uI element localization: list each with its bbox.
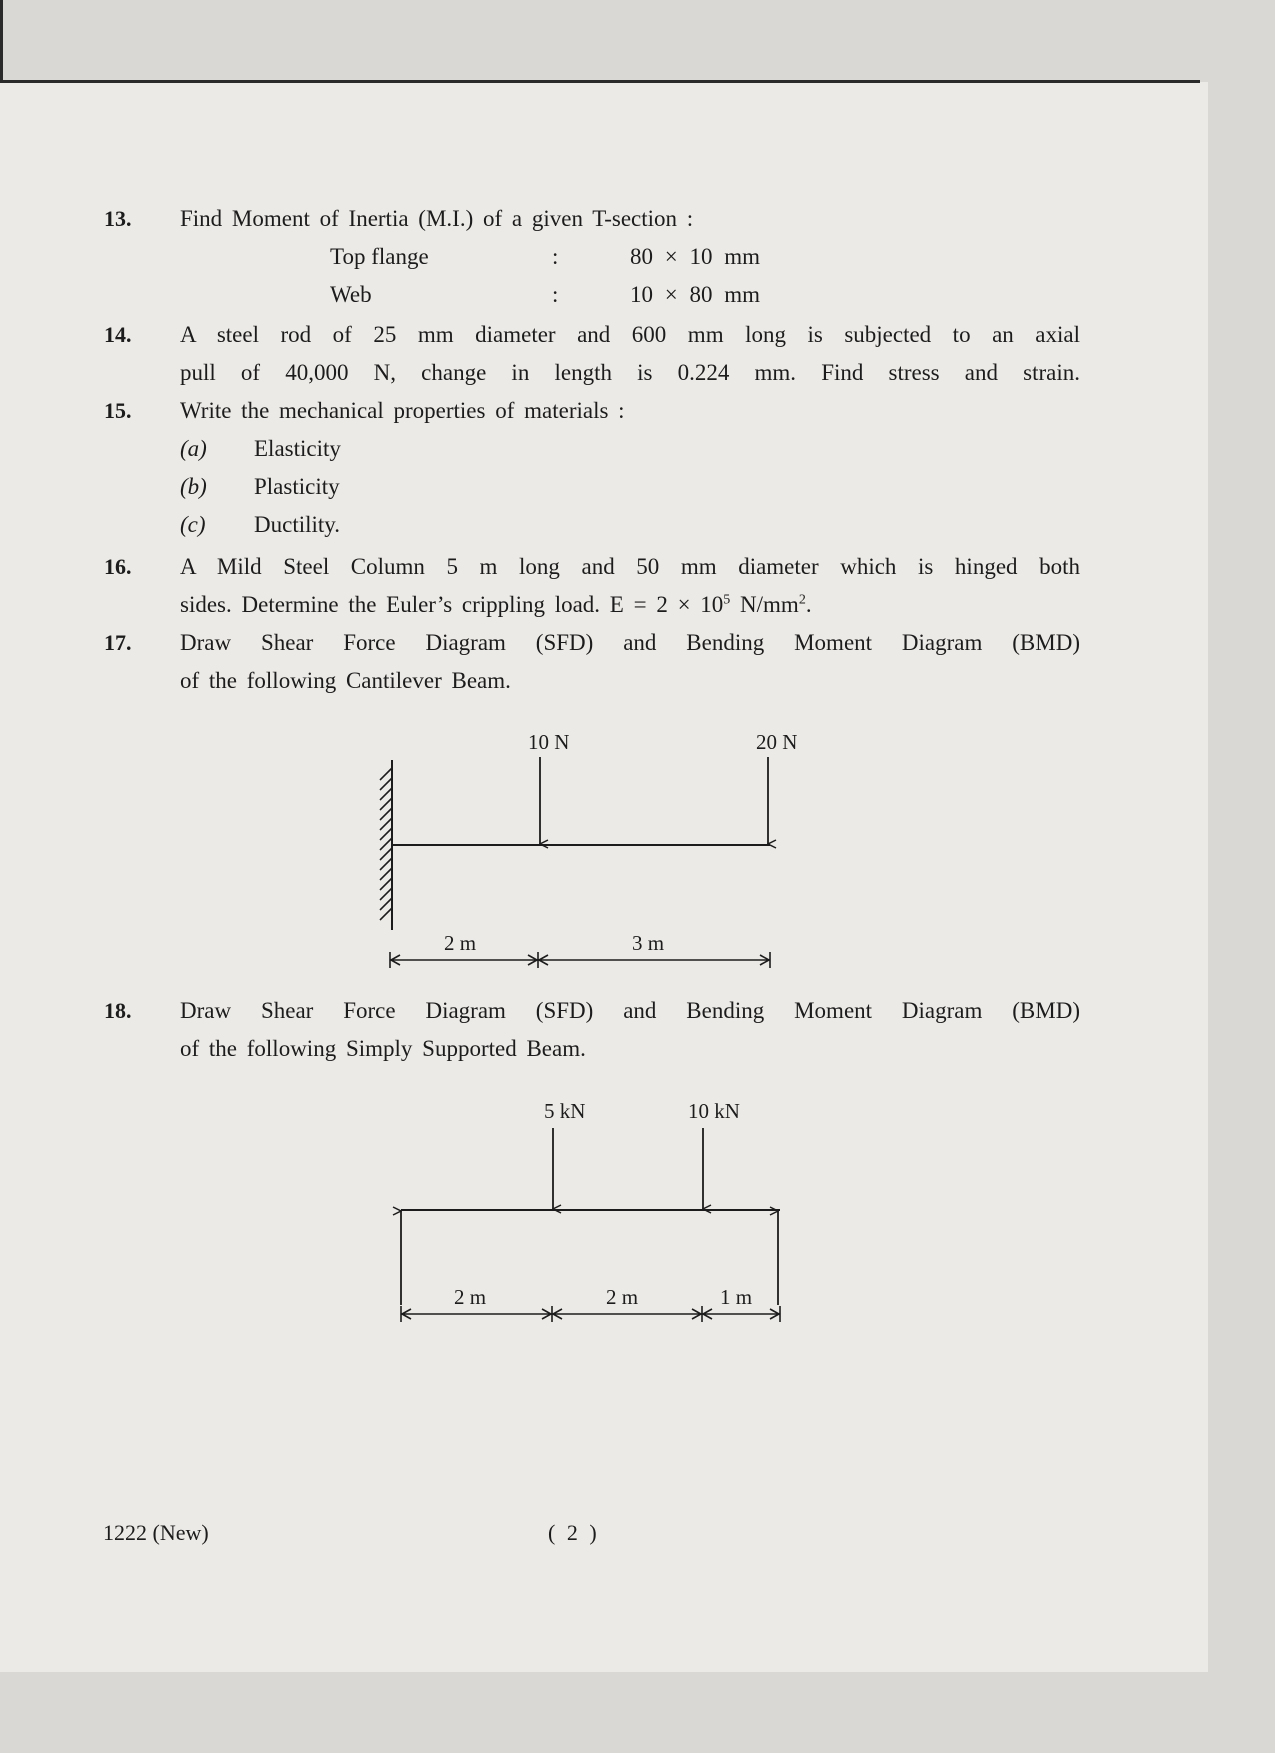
span-2m-label: 2 m bbox=[444, 931, 477, 955]
q18-number: 18. bbox=[104, 998, 132, 1023]
q16-number: 16. bbox=[104, 554, 132, 579]
q13-row2-value: 10 × 80 mm bbox=[630, 282, 761, 307]
q13-row2-sep: : bbox=[552, 282, 559, 307]
q17-number: 17. bbox=[104, 630, 132, 655]
span-c-1m-label: 1 m bbox=[720, 1285, 753, 1309]
page-number: ( 2 ) bbox=[548, 1520, 597, 1545]
q13-row1-sep: : bbox=[552, 244, 559, 269]
q13-row1-value: 80 × 10 mm bbox=[630, 244, 761, 269]
q13-row1-label: Top flange bbox=[330, 244, 429, 269]
span-3m-label: 3 m bbox=[632, 931, 665, 955]
q15-option-c-text: Ductility. bbox=[254, 512, 341, 537]
q17-line2: of the following Cantilever Beam. bbox=[180, 668, 511, 693]
q14-line2: pull of 40,000 N, change in length is 0.224 mm. Find stress and strain. bbox=[180, 360, 1080, 385]
q13-row2-label: Web bbox=[330, 282, 372, 307]
q16-line2-pre: sides. Determine the Euler’s crippling load. E = 2 × 10 bbox=[180, 592, 724, 617]
q15-option-a-text: Elasticity bbox=[254, 436, 341, 461]
q15-option-a-label: (a) bbox=[180, 436, 207, 461]
load-10n-label: 10 N bbox=[528, 730, 570, 754]
load-10kn-label: 10 kN bbox=[688, 1099, 740, 1123]
q13-text: Find Moment of Inertia (M.I.) of a given T-section : bbox=[180, 206, 694, 231]
q13-number: 13. bbox=[104, 206, 132, 231]
top-rule bbox=[0, 80, 1200, 83]
q15-text: Write the mechanical properties of materials : bbox=[180, 398, 625, 423]
q18-line2: of the following Simply Supported Beam. bbox=[180, 1036, 586, 1061]
q15-option-b-label: (b) bbox=[180, 474, 207, 499]
q16-line1: A Mild Steel Column 5 m long and 50 mm diameter which is hinged both bbox=[180, 554, 1080, 579]
q15-number: 15. bbox=[104, 398, 132, 423]
fixed-support-hatch bbox=[380, 760, 392, 930]
q16-exponent: 5 bbox=[723, 592, 731, 608]
simply-supported-beam-diagram bbox=[380, 1090, 800, 1340]
q16-unit: N/mm bbox=[730, 592, 799, 617]
q18-line1: Draw Shear Force Diagram (SFD) and Bending Moment Diagram (BMD) bbox=[180, 998, 1080, 1023]
q16-line2-end: . bbox=[805, 592, 812, 617]
left-edge-rule bbox=[0, 0, 3, 84]
q14-line1: A steel rod of 25 mm diameter and 600 mm long is subjected to an axial bbox=[180, 322, 1080, 347]
q16-line2 bbox=[180, 592, 812, 618]
q17-line1: Draw Shear Force Diagram (SFD) and Bending Moment Diagram (BMD) bbox=[180, 630, 1080, 655]
paper-code: 1222 (New) bbox=[103, 1520, 209, 1545]
cantilever-beam-diagram bbox=[360, 720, 820, 980]
q16-unit-exponent: 2 bbox=[798, 592, 806, 608]
q14-number: 14. bbox=[104, 322, 132, 347]
q15-option-c-label: (c) bbox=[180, 512, 206, 537]
span-a-2m-label: 2 m bbox=[454, 1285, 487, 1309]
load-5kn-label: 5 kN bbox=[544, 1099, 586, 1123]
span-b-2m-label: 2 m bbox=[606, 1285, 639, 1309]
load-20n-label: 20 N bbox=[756, 730, 798, 754]
q15-option-b-text: Plasticity bbox=[254, 474, 340, 499]
